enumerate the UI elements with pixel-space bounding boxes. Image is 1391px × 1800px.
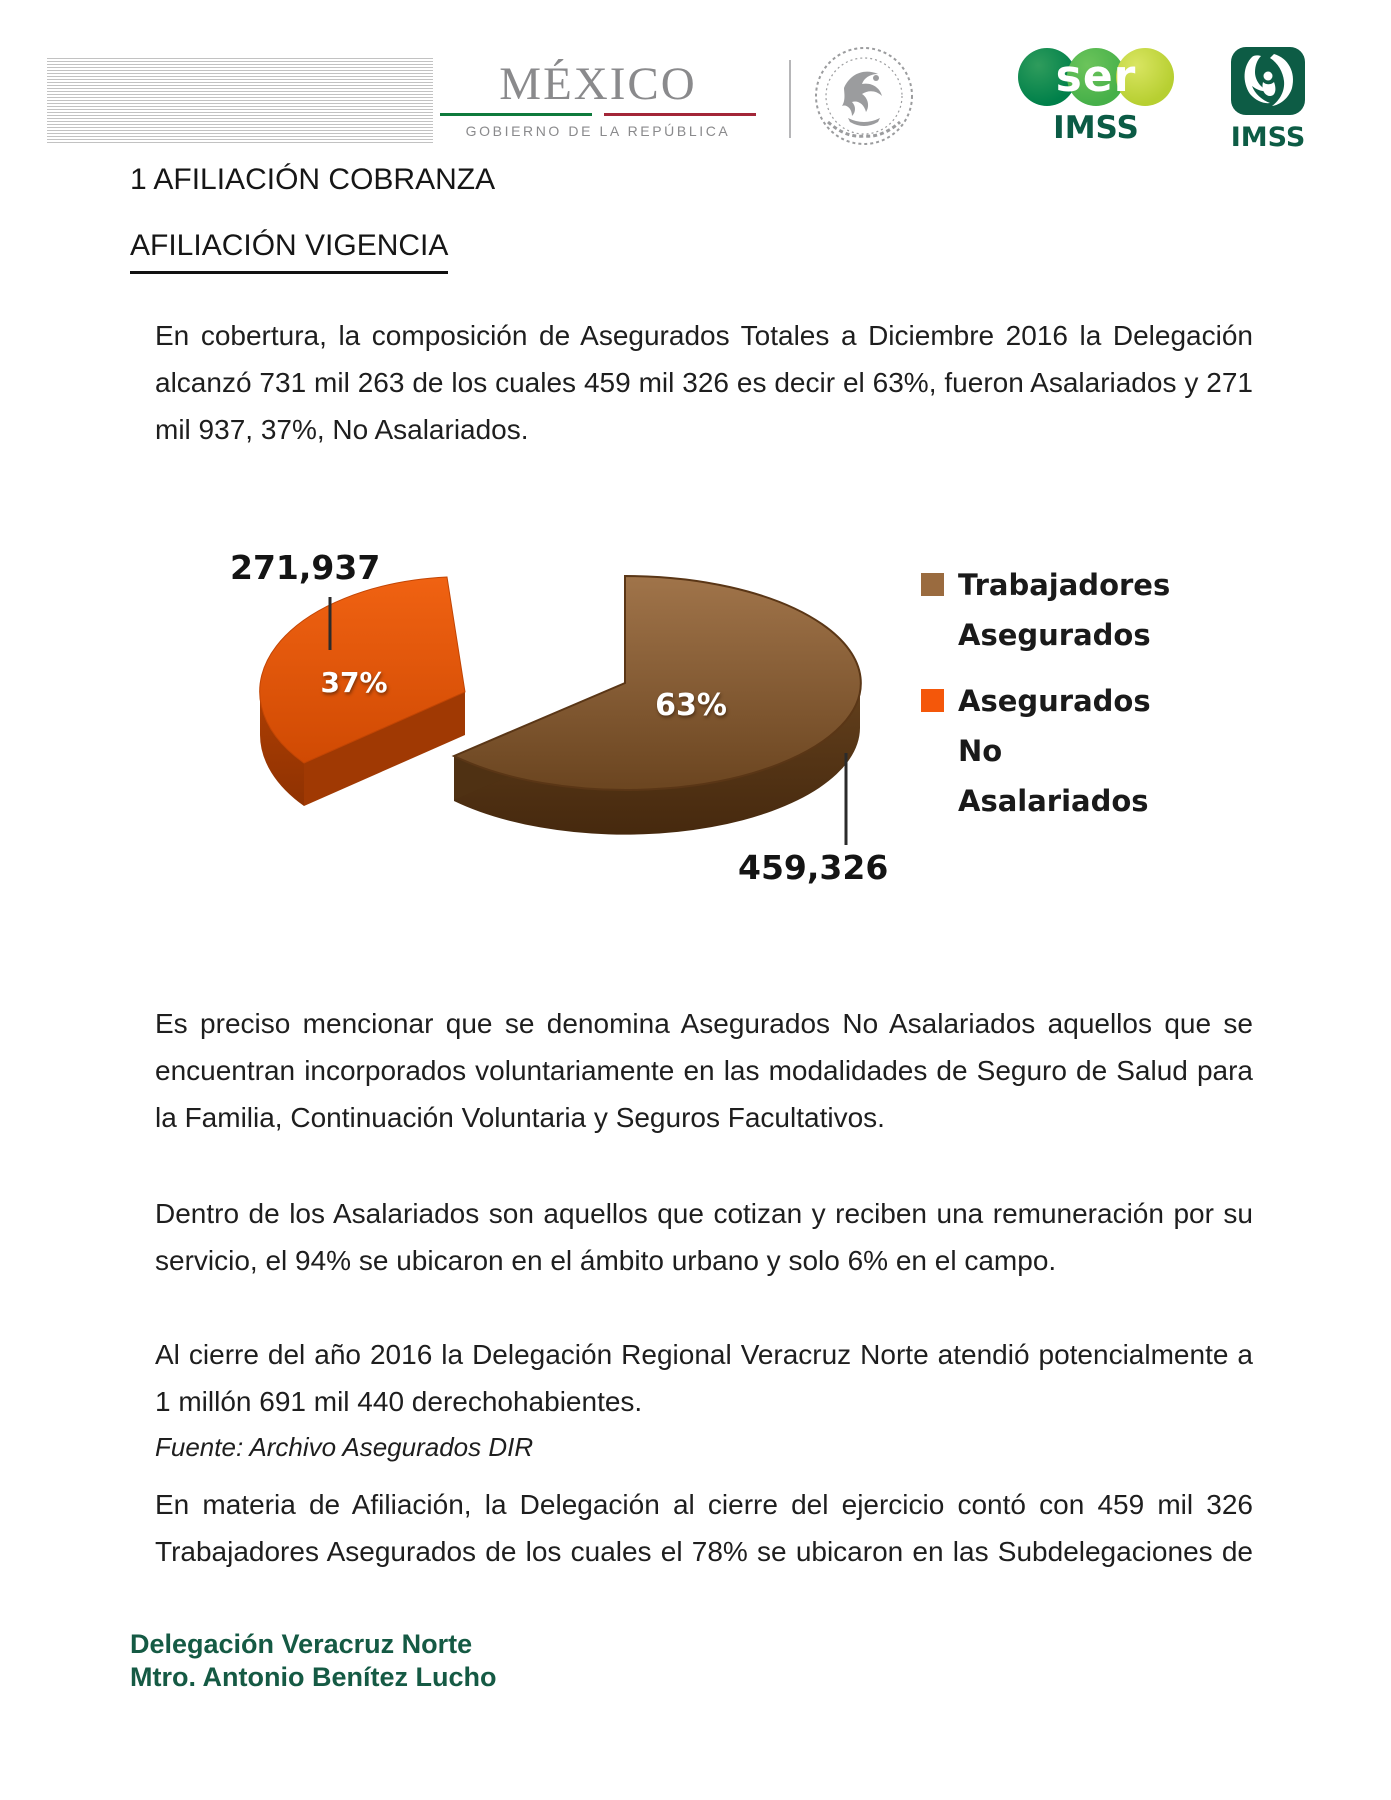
- mexico-national-seal-icon: [806, 44, 922, 155]
- page-footer: [130, 1628, 496, 1694]
- imss-eagle-icon: [1230, 46, 1306, 116]
- ser-imss-logo: [1018, 46, 1174, 144]
- ser-imss-caption: IMSS: [1053, 110, 1139, 146]
- legend-label: Trabajadores Asegurados: [958, 568, 1171, 652]
- mexico-logo-subtitle: GOBIERNO DE LA REPÚBLICA: [465, 123, 731, 139]
- paragraph-asalariados-def: Dentro de los Asalariados son aquellos que cotizan y reciben una remuneración por su servicio, el 94% se ubicaron en el ámbito urbano y solo 6% en el campo.: [155, 1198, 1253, 1276]
- slice-label-37pct: 37%: [320, 666, 388, 699]
- footer-delegacion: Delegación Veracruz Norte: [130, 1629, 473, 1659]
- mexico-tricolor-line: [440, 113, 756, 116]
- subsection-heading-underlined: AFILIACIÓN VIGENCIA: [130, 226, 448, 274]
- legend-item-no-asalariados: [921, 676, 1183, 826]
- imss-logo: [1228, 46, 1308, 152]
- callout-value-asalariados: 459,326: [738, 848, 889, 887]
- ser-imss-circles-icon: [1018, 46, 1174, 112]
- footer-titular: Mtro. Antonio Benítez Lucho: [130, 1662, 497, 1692]
- slice-label-63pct: 63%: [655, 688, 727, 723]
- legend-label: Asegurados No Asalariados: [958, 684, 1151, 818]
- paragraph-materia-afiliacion: En materia de Afiliación, la Delegación al cierre del ejercicio contó con 459 mil 326 Trabajadores Asegurados de los cuales el 78% se ubicaron en las Subdelegaciones de: [155, 1489, 1253, 1567]
- imss-caption: IMSS: [1230, 122, 1306, 153]
- legend-swatch-orange-icon: [921, 689, 944, 712]
- chart-legend: [921, 560, 1183, 842]
- section-heading: 1 AFILIACIÓN COBRANZA: [130, 163, 496, 196]
- source-note: Fuente: Archivo Asegurados DIR: [155, 1432, 534, 1462]
- mexico-logo-title: MÉXICO: [499, 58, 697, 110]
- paragraph-no-asalariados-def: Es preciso mencionar que se denomina Asegurados No Asalariados aquellos que se encuentran incorporados voluntariamente en las modalidades de Seguro de Salud para la Familia, Continuación Voluntaria y Seguros Facultativos.: [155, 1008, 1253, 1133]
- mexico-gobierno-logo: [440, 58, 756, 139]
- callout-value-no-asalariados: 271,937: [230, 548, 381, 587]
- legend-swatch-brown-icon: [921, 573, 944, 596]
- ser-logo-word: ser: [1055, 51, 1137, 102]
- paragraph-cobertura: En cobertura, la composición de Asegurados Totales a Diciembre 2016 la Delegación alcanzó 731 mil 263 de los cuales 459 mil 326 es decir el 63%, fueron Asalariados y 271 mil 937, 37%, No Asalariados.: [155, 320, 1253, 445]
- header-stripes-decoration: [47, 58, 433, 143]
- paragraph-cierre-2016: Al cierre del año 2016 la Delegación Regional Veracruz Norte atendió potencialmente a 1 millón 691 mil 440 derechohabientes.: [155, 1339, 1253, 1417]
- header-divider: [789, 60, 791, 138]
- legend-item-trabajadores: [921, 560, 1183, 660]
- pie-chart-asegurados: [190, 440, 1200, 900]
